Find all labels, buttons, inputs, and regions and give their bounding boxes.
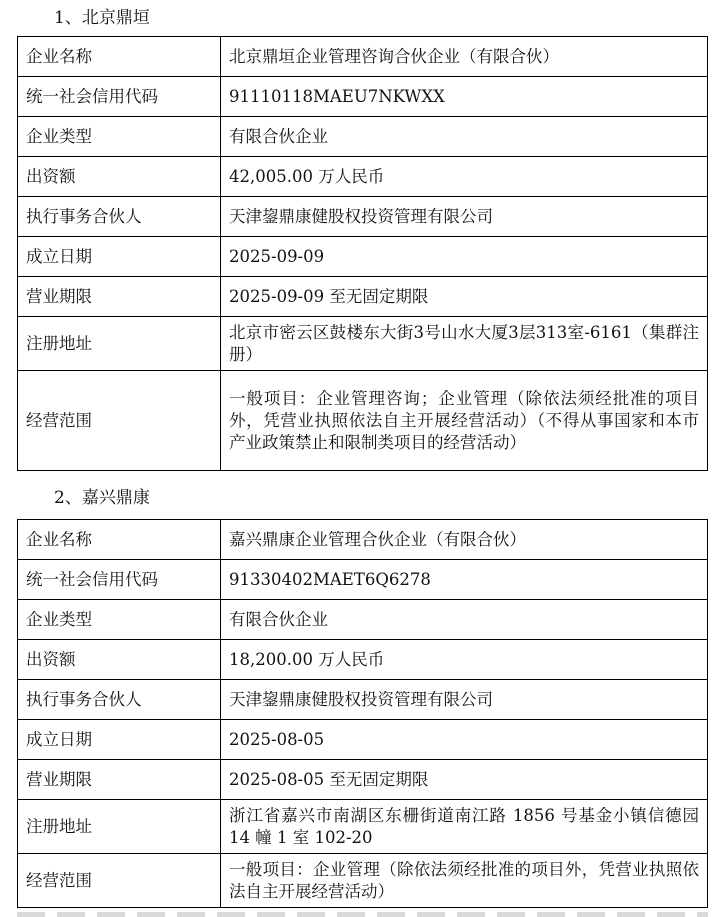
- table-row: [18, 37, 708, 77]
- field-label: 统一社会信用代码: [18, 560, 221, 600]
- field-value: 浙江省嘉兴市南湖区东栅街道南江路 1856 号基金小镇信德园 14 幢 1 室 102-20: [221, 800, 708, 854]
- field-value: 一般项目：企业管理咨询；企业管理（除依法须经批准的项目外，凭营业执照依法自主开展经营活动）（不得从事国家和本市产业政策禁止和限制类项目的经营活动）: [221, 371, 708, 471]
- field-value: 91330402MAET6Q6278: [221, 560, 708, 600]
- field-value: 18,200.00 万人民币: [221, 640, 708, 680]
- field-value: 天津鋆鼎康健股权投资管理有限公司: [221, 197, 708, 237]
- company-info-table-1: [17, 36, 708, 471]
- table-row: [18, 560, 708, 600]
- table-row: [18, 800, 708, 854]
- field-label: 执行事务合伙人: [18, 680, 221, 720]
- field-value: 42,005.00 万人民币: [221, 157, 708, 197]
- field-value: 北京市密云区鼓楼东大街3号山水大厦3层313室-6161（集群注册）: [221, 317, 708, 371]
- table-row: [18, 520, 708, 560]
- table-row: [18, 277, 708, 317]
- table-row: [18, 600, 708, 640]
- section-title-1: 1、北京鼎垣: [54, 8, 150, 28]
- table-row: [18, 197, 708, 237]
- company-info-table-2: [17, 519, 708, 908]
- field-label: 经营范围: [18, 854, 221, 908]
- field-value: 一般项目：企业管理（除依法须经批准的项目外，凭营业执照依法自主开展经营活动）: [221, 854, 708, 908]
- field-label: 营业期限: [18, 277, 221, 317]
- table-row: [18, 720, 708, 760]
- field-value: 北京鼎垣企业管理咨询合伙企业（有限合伙）: [221, 37, 708, 77]
- field-label: 出资额: [18, 640, 221, 680]
- field-label: 企业类型: [18, 600, 221, 640]
- field-label: 出资额: [18, 157, 221, 197]
- field-value: 天津鋆鼎康健股权投资管理有限公司: [221, 680, 708, 720]
- field-value: 91110118MAEU7NKWXX: [221, 77, 708, 117]
- field-label: 统一社会信用代码: [18, 77, 221, 117]
- table-row: [18, 680, 708, 720]
- table-row: [18, 117, 708, 157]
- table-row: [18, 760, 708, 800]
- field-value: 2025-08-05: [221, 720, 708, 760]
- field-label: 营业期限: [18, 760, 221, 800]
- cut-off-text-line: [17, 912, 708, 917]
- field-value: 2025-09-09 至无固定期限: [221, 277, 708, 317]
- field-label: 企业类型: [18, 117, 221, 157]
- table-row: [18, 854, 708, 908]
- field-label: 企业名称: [18, 37, 221, 77]
- field-value: 2025-09-09: [221, 237, 708, 277]
- field-label: 经营范围: [18, 371, 221, 471]
- section-title-2: 2、嘉兴鼎康: [54, 488, 150, 508]
- table-row: [18, 317, 708, 371]
- field-label: 成立日期: [18, 720, 221, 760]
- table-row: [18, 371, 708, 471]
- field-label: 注册地址: [18, 317, 221, 371]
- field-value: 嘉兴鼎康企业管理合伙企业（有限合伙）: [221, 520, 708, 560]
- table-row: [18, 77, 708, 117]
- field-label: 注册地址: [18, 800, 221, 854]
- field-label: 企业名称: [18, 520, 221, 560]
- field-label: 成立日期: [18, 237, 221, 277]
- table-row: [18, 237, 708, 277]
- field-value: 2025-08-05 至无固定期限: [221, 760, 708, 800]
- field-label: 执行事务合伙人: [18, 197, 221, 237]
- table-row: [18, 157, 708, 197]
- field-value: 有限合伙企业: [221, 117, 708, 157]
- field-value: 有限合伙企业: [221, 600, 708, 640]
- table-row: [18, 640, 708, 680]
